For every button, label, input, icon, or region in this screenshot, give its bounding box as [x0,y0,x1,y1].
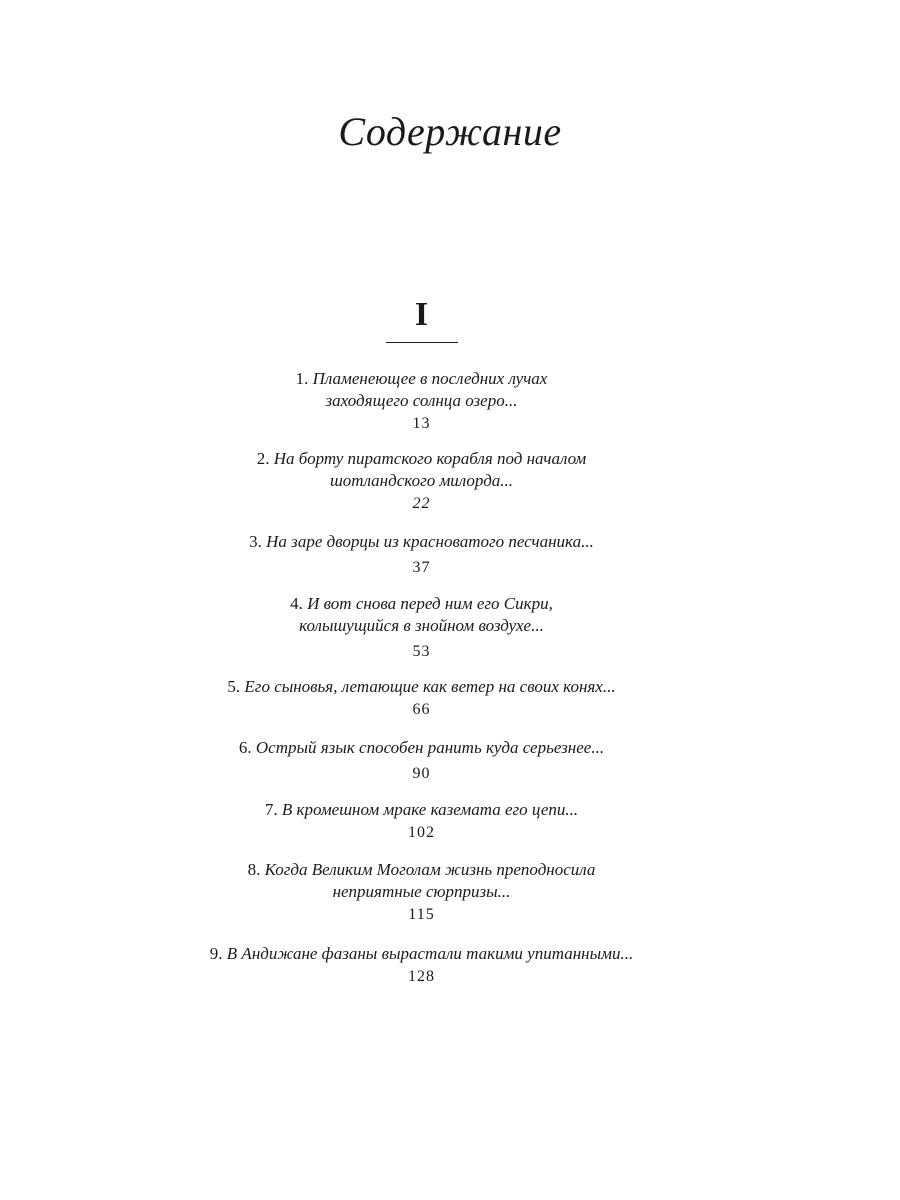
toc-entry-title-line: шотландского милорда... [329,471,514,490]
toc-entry-title [0,448,843,470]
toc-entry-title [0,368,843,390]
toc-entry-number: 6. [238,738,252,757]
toc-entry-page: 53 [412,643,431,660]
toc-entry-title-line: колышущийся в знойном воздухе... [299,616,544,635]
toc-entry-title-line: Его сыновья, летающие как ветер на своих конях... [244,677,616,696]
toc-entry[interactable] [0,737,843,785]
toc-entry[interactable] [0,531,843,579]
part-heading: I [414,296,429,333]
toc-entry[interactable] [0,448,843,515]
toc-entry-title [0,593,843,615]
toc-entry-page: 102 [408,824,435,841]
toc-entry[interactable] [0,368,843,435]
toc-entry-title [0,859,843,881]
toc-entry-number: 8. [247,860,261,879]
toc-entry-title [0,737,843,759]
toc-entry-title [0,799,843,821]
toc-entry-number: 4. [290,594,303,613]
page-title: Содержание [338,109,562,154]
toc-entry-title-line: неприятные сюрпризы... [332,882,511,901]
toc-entry-title-line: На заре дворцы из красноватого песчаника... [266,532,594,551]
toc-entry-page: 90 [412,765,431,782]
toc-entry-number: 3. [249,532,262,551]
toc-entry-title-line: заходящего солнца озеро... [325,391,518,410]
toc-entry-page: 13 [412,415,431,432]
toc-entry[interactable] [0,676,843,721]
toc-entry-number: 7. [264,800,278,819]
toc-entry-title-line: Острый язык способен ранить куда серьезнее... [255,738,605,757]
toc-entry-title [0,531,843,553]
toc-entry-title-line: В кромешном мраке каземата его цепи... [281,800,579,819]
toc-entry-page: 66 [412,701,431,718]
toc-entry[interactable] [0,943,843,988]
toc-entry-number: 9. [209,944,223,963]
toc-entry-title-line: Пламенеющее в последних лучах [312,369,548,388]
toc-entry-title-line: На борту пиратского корабля под началом [273,449,587,468]
toc-entry-title [0,943,843,965]
toc-entry-number: 5. [227,677,241,696]
toc-entry-page: 22 [412,495,431,512]
toc-entry-title-line: В Андижане фазаны вырастали такими упитанными... [226,944,634,963]
toc-entry-page: 37 [412,559,431,576]
toc-entry-number: 1. [295,369,309,388]
toc-entry[interactable] [0,859,843,926]
toc-entry-page: 115 [408,906,435,923]
toc-entry[interactable] [0,593,843,663]
part-divider [386,342,458,343]
toc-entry-title [0,676,843,698]
toc-entry-page: 128 [408,968,435,985]
toc-entry-number: 2. [256,449,270,468]
toc-entry-title-line: Когда Великим Моголам жизнь преподносила [264,860,596,879]
toc-entry[interactable] [0,799,843,844]
toc-entry-title-line: И вот снова перед ним его Сикри, [307,594,553,613]
